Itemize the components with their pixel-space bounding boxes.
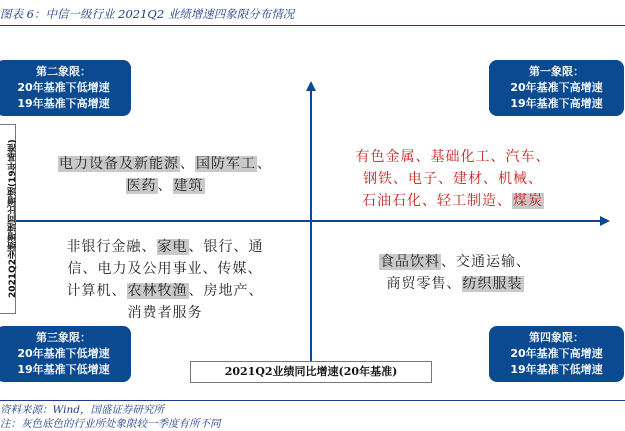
industry-food-beverage: 食品饮料	[380, 254, 440, 270]
quadrant-1-title: 第一象限：	[529, 65, 584, 78]
quadrant-1-industries-line2: 钢铁、电子、建材、机械、	[363, 171, 543, 187]
industry-construction: 建筑	[173, 178, 204, 194]
quadrant-3-title: 第三象限：	[36, 331, 91, 344]
quadrant-3-line1: 20年基准下低增速	[17, 347, 110, 360]
quadrant-3-industries: 非银行金融、家电、银行、通 信、电力及公用事业、传媒、 计算机、农林牧渔、房地产、 消费者服务	[40, 236, 290, 324]
quadrant-2-title: 第二象限：	[36, 65, 91, 78]
figure-title: 图表 6：中信一级行业 2021Q2 业绩增速四象限分布情况	[0, 7, 295, 21]
quadrant-4-box	[489, 326, 624, 382]
industry-agriculture: 农林牧渔	[127, 283, 188, 299]
source-note: 资料来源：Wind，国盛证券研究所	[0, 404, 164, 416]
quadrant-3-industries-line4: 消费者服务	[127, 305, 203, 321]
y-axis-label: 2021Q2业绩增速同比增速(19年基准)	[8, 139, 18, 299]
quadrant-4-title: 第四象限：	[529, 331, 584, 344]
quadrant-4-line1: 20年基准下高增速	[510, 347, 603, 360]
x-axis-label: 2021Q2业绩同比增速(20年基准)	[190, 361, 432, 383]
quadrant-3-industries-line2: 信、电力及公用事业、传媒、	[67, 261, 263, 277]
industry-textile-apparel: 纺织服装	[462, 276, 523, 292]
footer-rule	[0, 400, 625, 401]
quadrant-2-box	[0, 60, 131, 116]
quadrant-4-industries: 食品饮料、交通运输、 商贸零售、纺织服装	[380, 254, 531, 292]
quadrant-2-industries: 电力设备及新能源、国防军工、 医药、建筑	[59, 156, 272, 194]
quadrant-4-line2: 19年基准下低增速	[510, 363, 603, 376]
industry-home-appliances: 家电	[157, 239, 188, 255]
quadrant-1-industries: 有色金属、基础化工、汽车、 钢铁、电子、建材、机械、 石油石化、轻工制造、煤炭	[333, 146, 573, 212]
industry-power-equipment: 电力设备及新能源	[59, 156, 179, 172]
quadrant-1-industries-line1: 有色金属、基础化工、汽车、	[355, 149, 551, 165]
quadrant-1-box	[489, 60, 624, 116]
industry-medicine: 医药	[126, 178, 157, 194]
quadrant-3-line2: 19年基准下低增速	[17, 363, 110, 376]
quadrant-1-line1: 20年基准下高增速	[510, 81, 603, 94]
quadrant-2-line2: 19年基准下高增速	[17, 97, 110, 110]
quadrant-1-line2: 19年基准下高增速	[510, 97, 603, 110]
quadrant-3-box	[0, 326, 131, 382]
industry-defense: 国防军工	[196, 156, 256, 172]
quadrant-2-line1: 20年基准下低增速	[17, 81, 110, 94]
industry-coal: 煤炭	[513, 193, 543, 209]
footnote: 注：灰色底色的行业所处象限较一季度有所不同	[0, 418, 221, 430]
